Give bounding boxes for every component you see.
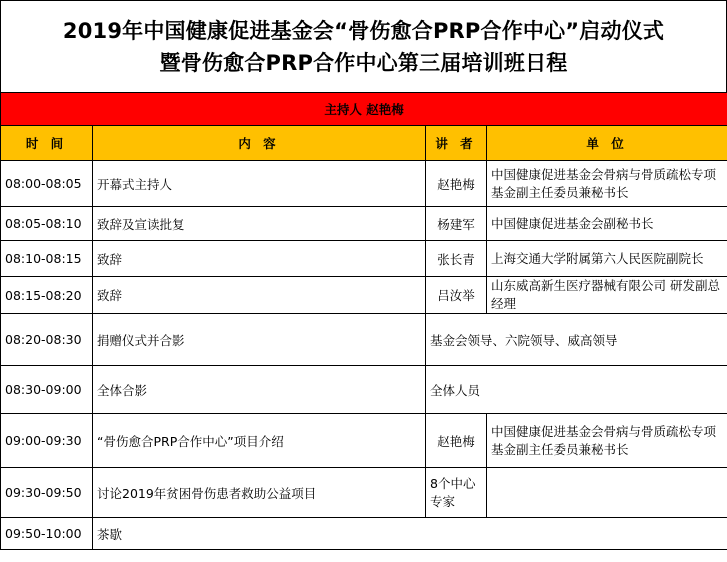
row-unit: 中国健康促进基金会骨病与骨质疏松专项基金副主任委员兼秘书长 [487, 414, 727, 468]
table-row [1, 161, 727, 207]
header-time: 时 间 [1, 126, 93, 161]
row-speaker: 赵艳梅 [426, 161, 487, 207]
row-speaker: 赵艳梅 [426, 414, 487, 468]
table-row [1, 366, 727, 414]
header-row [1, 126, 727, 161]
row-time: 09:50-10:00 [1, 518, 93, 550]
row-unit: 中国健康促进基金会骨病与骨质疏松专项基金副主任委员兼秘书长 [487, 161, 727, 207]
row-unit: 中国健康促进基金会副秘书长 [487, 207, 727, 241]
row-content: 致辞 [93, 277, 426, 314]
title-block [0, 0, 727, 92]
host-label: 主持人 赵艳梅 [1, 93, 727, 126]
table-row [1, 241, 727, 277]
row-speaker: 吕汝举 [426, 277, 487, 314]
table-row [1, 207, 727, 241]
row-time: 08:30-09:00 [1, 366, 93, 414]
table-row [1, 468, 727, 518]
row-content: 茶歇 [93, 518, 727, 550]
title-line-2: 暨骨伤愈合PRP合作中心第三届培训班日程 [159, 51, 568, 75]
row-content: 开幕式主持人 [93, 161, 426, 207]
row-speaker: 基金会领导、六院领导、威高领导 [426, 314, 727, 366]
table-row [1, 277, 727, 314]
row-speaker: 杨建军 [426, 207, 487, 241]
row-content: 全体合影 [93, 366, 426, 414]
row-content: 致辞及宣读批复 [93, 207, 426, 241]
host-row [1, 93, 727, 126]
row-content: “骨伤愈合PRP合作中心”项目介绍 [93, 414, 426, 468]
row-content: 致辞 [93, 241, 426, 277]
row-unit: 山东威高新生医疗器械有限公司 研发副总经理 [487, 277, 727, 314]
row-time: 08:20-08:30 [1, 314, 93, 366]
row-speaker: 全体人员 [426, 366, 727, 414]
row-time: 08:10-08:15 [1, 241, 93, 277]
row-time: 08:05-08:10 [1, 207, 93, 241]
row-unit [487, 468, 727, 518]
row-time: 08:15-08:20 [1, 277, 93, 314]
header-unit: 单 位 [487, 126, 727, 161]
row-unit: 上海交通大学附属第六人民医院副院长 [487, 241, 727, 277]
row-time: 09:00-09:30 [1, 414, 93, 468]
row-time: 09:30-09:50 [1, 468, 93, 518]
row-speaker: 8个中心专家 [426, 468, 487, 518]
row-time: 08:00-08:05 [1, 161, 93, 207]
header-speaker: 讲 者 [426, 126, 487, 161]
table-row [1, 414, 727, 468]
header-content: 内 容 [93, 126, 426, 161]
table-row [1, 518, 727, 550]
row-speaker: 张长青 [426, 241, 487, 277]
title-line-1: 2019年中国健康促进基金会“骨伤愈合PRP合作中心”启动仪式 [62, 19, 665, 43]
schedule-table [0, 92, 727, 550]
table-row [1, 314, 727, 366]
row-content: 捐赠仪式并合影 [93, 314, 426, 366]
row-content: 讨论2019年贫困骨伤患者救助公益项目 [93, 468, 426, 518]
